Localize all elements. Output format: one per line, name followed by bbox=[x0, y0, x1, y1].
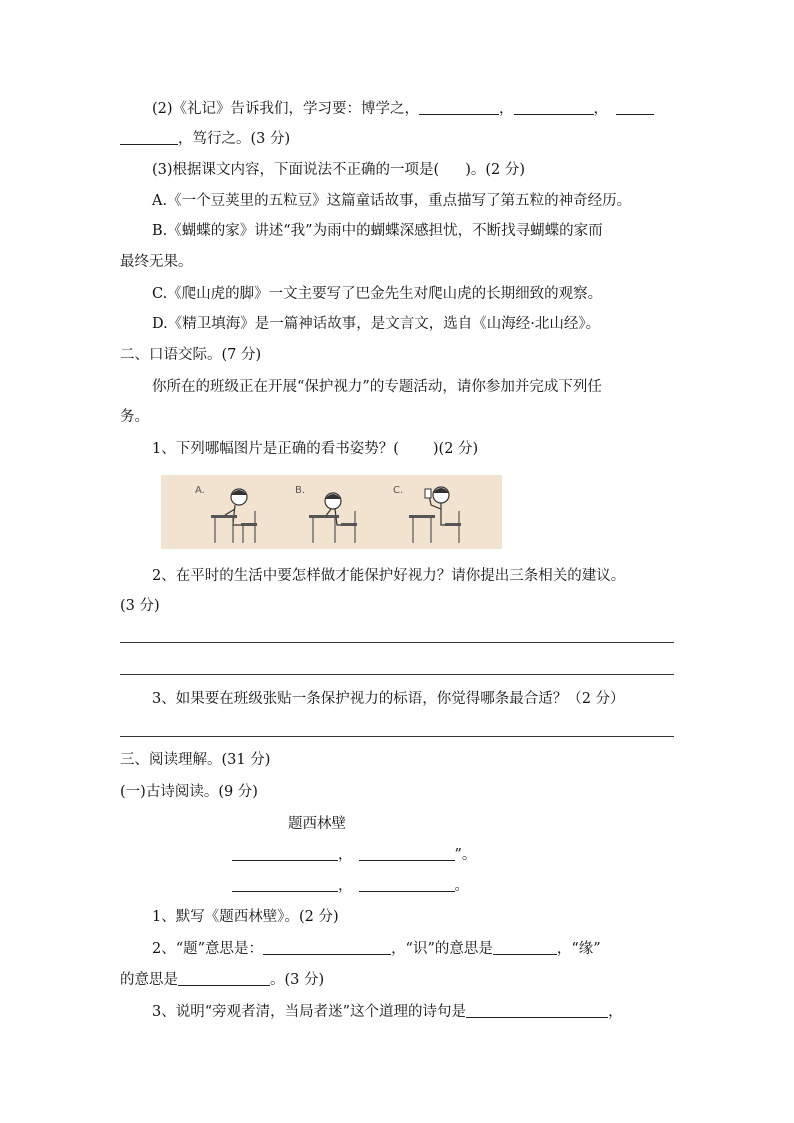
answer-blank[interactable] bbox=[616, 99, 654, 115]
punctuation: ， bbox=[593, 101, 609, 117]
section-3-heading: 三、阅读理解。(31 分) bbox=[120, 752, 271, 768]
section-2-intro-line-2: 务。 bbox=[120, 409, 149, 425]
answer-line[interactable] bbox=[120, 736, 674, 737]
question-3 bbox=[152, 160, 525, 180]
answer-blank[interactable] bbox=[232, 845, 338, 861]
question-2-line-1 bbox=[152, 99, 654, 119]
punctuation: ， bbox=[499, 101, 514, 117]
question-text: (2)《礼记》告诉我们，学习要：博学之， bbox=[152, 101, 420, 117]
poem-line-2 bbox=[232, 876, 469, 896]
answer-blank[interactable] bbox=[466, 1002, 608, 1018]
answer-blank[interactable] bbox=[514, 99, 594, 115]
posture-figure-a bbox=[205, 481, 265, 547]
section-2-heading: 二、口语交际。(7 分) bbox=[120, 347, 262, 363]
section-2-intro-line-1: 你所在的班级正在开展“保护视力”的专题活动，请你参加并完成下列任 bbox=[152, 379, 602, 395]
question-text: 。(3 分) bbox=[270, 972, 325, 988]
posture-figure-c bbox=[405, 481, 465, 547]
answer-line[interactable] bbox=[120, 674, 674, 675]
poem-title: 题西林壁 bbox=[288, 816, 346, 832]
section-2-question-2-line-1: 2、在平时的生活中要怎样做才能保护好视力？请你提出三条相关的建议。 bbox=[152, 568, 626, 584]
option-b-line-2: 最终无果。 bbox=[120, 254, 193, 270]
section-2-question-3: 3、如果要在班级张贴一条保护视力的标语，你觉得哪条最合适？（2 分） bbox=[152, 691, 625, 707]
question-text: )(2 分) bbox=[432, 441, 479, 457]
answer-line[interactable] bbox=[120, 642, 674, 643]
question-text: ，“缘” bbox=[556, 941, 601, 957]
question-text: ，“识”的意思是 bbox=[391, 941, 493, 957]
posture-figure-b bbox=[303, 481, 363, 547]
punctuation: ， bbox=[338, 878, 353, 894]
answer-blank[interactable] bbox=[232, 876, 338, 892]
answer-blank[interactable] bbox=[263, 939, 391, 955]
answer-blank[interactable] bbox=[120, 129, 178, 145]
question-text: 2、“题”意思是： bbox=[152, 941, 264, 957]
option-c: C.《爬山虎的脚》一文主要写了巴金先生对爬山虎的长期细致的观察。 bbox=[152, 286, 603, 302]
image-label-a: A. bbox=[195, 485, 205, 496]
section-2-question-2-line-2: (3 分) bbox=[120, 598, 160, 614]
question-text: (3)根据课文内容，下面说法不正确的一项是( bbox=[152, 162, 440, 178]
section-3-question-2-line-1 bbox=[152, 939, 601, 959]
option-a: A.《一个豆荚里的五粒豆》这篇童话故事，重点描写了第五粒的神奇经历。 bbox=[152, 193, 632, 209]
question-text: 的意思是 bbox=[120, 972, 178, 988]
answer-blank[interactable] bbox=[359, 876, 455, 892]
section-2-question-1 bbox=[152, 439, 478, 459]
question-text: 3、说明“旁观者清，当局者迷”这个道理的诗句是 bbox=[152, 1004, 467, 1020]
option-d: D.《精卫填海》是一篇神话故事，是文言文，选自《山海经·北山经》。 bbox=[152, 316, 601, 332]
section-3-question-2-line-2 bbox=[120, 970, 324, 990]
answer-blank[interactable] bbox=[493, 939, 557, 955]
question-text: 1、下列哪幅图片是正确的看书姿势？( bbox=[152, 441, 399, 457]
section-3-question-1: 1、默写《题西林壁》。(2 分) bbox=[152, 909, 339, 925]
answer-blank[interactable] bbox=[178, 970, 270, 986]
section-3-sub-heading: (一)古诗阅读。(9 分) bbox=[120, 784, 258, 800]
answer-blank[interactable] bbox=[359, 845, 455, 861]
question-text: )。(2 分) bbox=[465, 162, 526, 178]
poem-line-1 bbox=[232, 845, 476, 865]
reading-posture-image bbox=[161, 475, 502, 549]
section-3-question-3 bbox=[152, 1002, 623, 1022]
image-label-c: C. bbox=[393, 485, 404, 496]
punctuation: ”。 bbox=[454, 847, 477, 863]
punctuation: ， bbox=[338, 847, 353, 863]
image-label-b: B. bbox=[295, 485, 306, 496]
question-2-line-2 bbox=[120, 129, 290, 149]
option-b-line-1: B.《蝴蝶的家》讲述“我”为雨中的蝴蝶深感担忧，不断找寻蝴蝶的家而 bbox=[152, 223, 603, 239]
question-text: ，笃行之。(3 分) bbox=[178, 131, 291, 147]
punctuation: 。 bbox=[454, 878, 469, 894]
punctuation: ， bbox=[608, 1004, 623, 1020]
answer-blank[interactable] bbox=[419, 99, 499, 115]
